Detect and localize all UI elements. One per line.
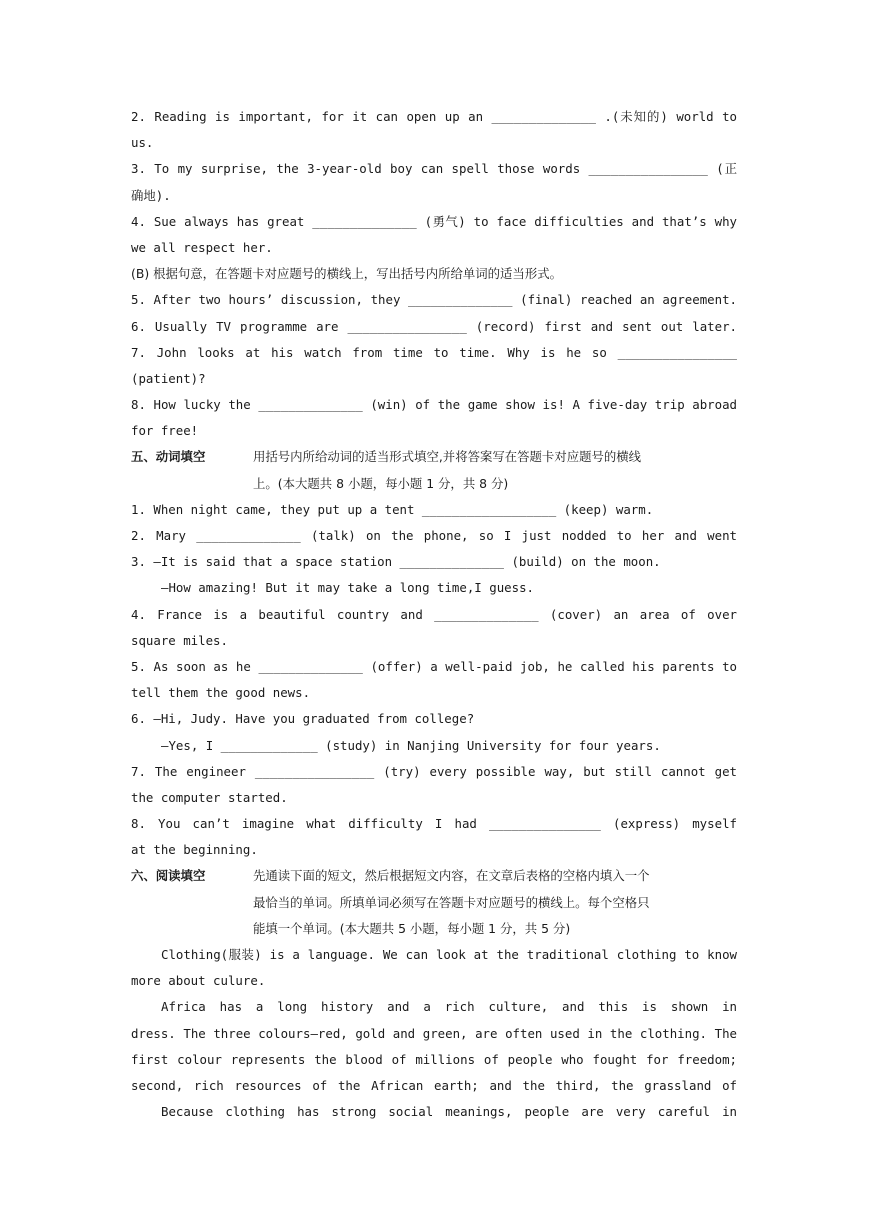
question-line: square miles. — [131, 632, 228, 648]
question-line: 6. Usually TV programme are ________________ (record) first and sent out later. — [131, 318, 737, 334]
question-line: for free! — [131, 423, 199, 439]
question-line: we all respect her. — [131, 239, 273, 255]
section-5-header — [131, 444, 737, 470]
passage-line: dress. The three colours—red, gold and green, are often used in the clothing. The — [131, 1025, 737, 1041]
section-6-instruction-cont: 最恰当的单词。所填单词必须写在答题卡对应题号的横线上。每个空格只 — [253, 894, 650, 910]
question-line: 3. To my surprise, the 3-year-old boy can spell those words ________________ (正 — [131, 161, 737, 177]
question-line: 5. After two hours’ discussion, they ______________ (final) reached an agreement. — [131, 292, 737, 308]
question-line: (patient)? — [131, 370, 206, 386]
question-line: 7. John looks at his watch from time to time. Why is he so ________________ — [131, 344, 737, 360]
passage-line: Clothing(服装) is a language. We can look at the traditional clothing to know — [161, 947, 737, 962]
section-5-heading: 五、动词填空 — [131, 449, 206, 465]
question-line: 4. Sue always has great ______________ (勇气) to face difficulties and that’s why — [131, 213, 737, 229]
question-line: 4. France is a beautiful country and ______________ (cover) an area of over — [131, 606, 737, 622]
question-line: 8. How lucky the ______________ (win) of the game show is! A five-day trip abroad — [131, 397, 737, 413]
question-line: —How amazing! But it may take a long time,I guess. — [161, 580, 534, 596]
section-5-instruction-cont: 上。(本大题共 8 小题，每小题 1 分，共 8 分) — [253, 475, 509, 491]
question-line: 1. When night came, they put up a tent __________________ (keep) warm. — [131, 501, 654, 517]
section-5-instruction: 用括号内所给动词的适当形式填空,并将答案写在答题卡对应题号的横线 — [253, 449, 642, 465]
question-line: tell them the good news. — [131, 685, 311, 701]
passage-line: more about culure. — [131, 973, 266, 989]
question-line: 7. The engineer ________________ (try) every possible way, but still cannot get — [131, 763, 737, 779]
document-page — [131, 104, 737, 1125]
passage-line: second, rich resources of the African earth; and the third, the grassland of — [131, 1077, 737, 1093]
passage-line: Because clothing has strong social meanings, people are very careful in — [161, 1104, 737, 1120]
question-line: 3. —It is said that a space station ______________ (build) on the moon. — [131, 554, 661, 570]
section-6-instruction: 先通读下面的短文，然后根据短文内容，在文章后表格的空格内填入一个 — [253, 868, 650, 884]
question-line: 6. —Hi, Judy. Have you graduated from college? — [131, 711, 475, 727]
question-line: 8. You can’t imagine what difficulty I had _______________ (express) myself — [131, 816, 737, 832]
question-line: 确地). — [131, 187, 171, 203]
question-line: us. — [131, 135, 154, 151]
question-line: 2. Reading is important, for it can open up an ______________ .(未知的) world to — [131, 109, 737, 124]
question-line: at the beginning. — [131, 842, 258, 858]
part-b-instruction: (B) 根据句意，在答题卡对应题号的横线上，写出括号内所给单词的适当形式。 — [131, 266, 562, 282]
question-line: —Yes, I _____________ (study) in Nanjing University for four years. — [161, 737, 661, 753]
passage-line: Africa has a long history and a rich culture, and this is shown in — [161, 999, 737, 1015]
section-6-header — [131, 863, 737, 889]
section-6-instruction-cont: 能填一个单词。(本大题共 5 小题，每小题 1 分，共 5 分) — [253, 920, 571, 936]
question-line: 5. As soon as he ______________ (offer) a well-paid job, he called his parents to — [131, 658, 737, 674]
question-line: the computer started. — [131, 789, 288, 805]
section-6-heading: 六、阅读填空 — [131, 868, 206, 884]
question-line: 2. Mary ______________ (talk) on the phone, so I just nodded to her and went — [131, 528, 737, 543]
passage-line: first colour represents the blood of millions of people who fought for freedom; — [131, 1051, 737, 1067]
